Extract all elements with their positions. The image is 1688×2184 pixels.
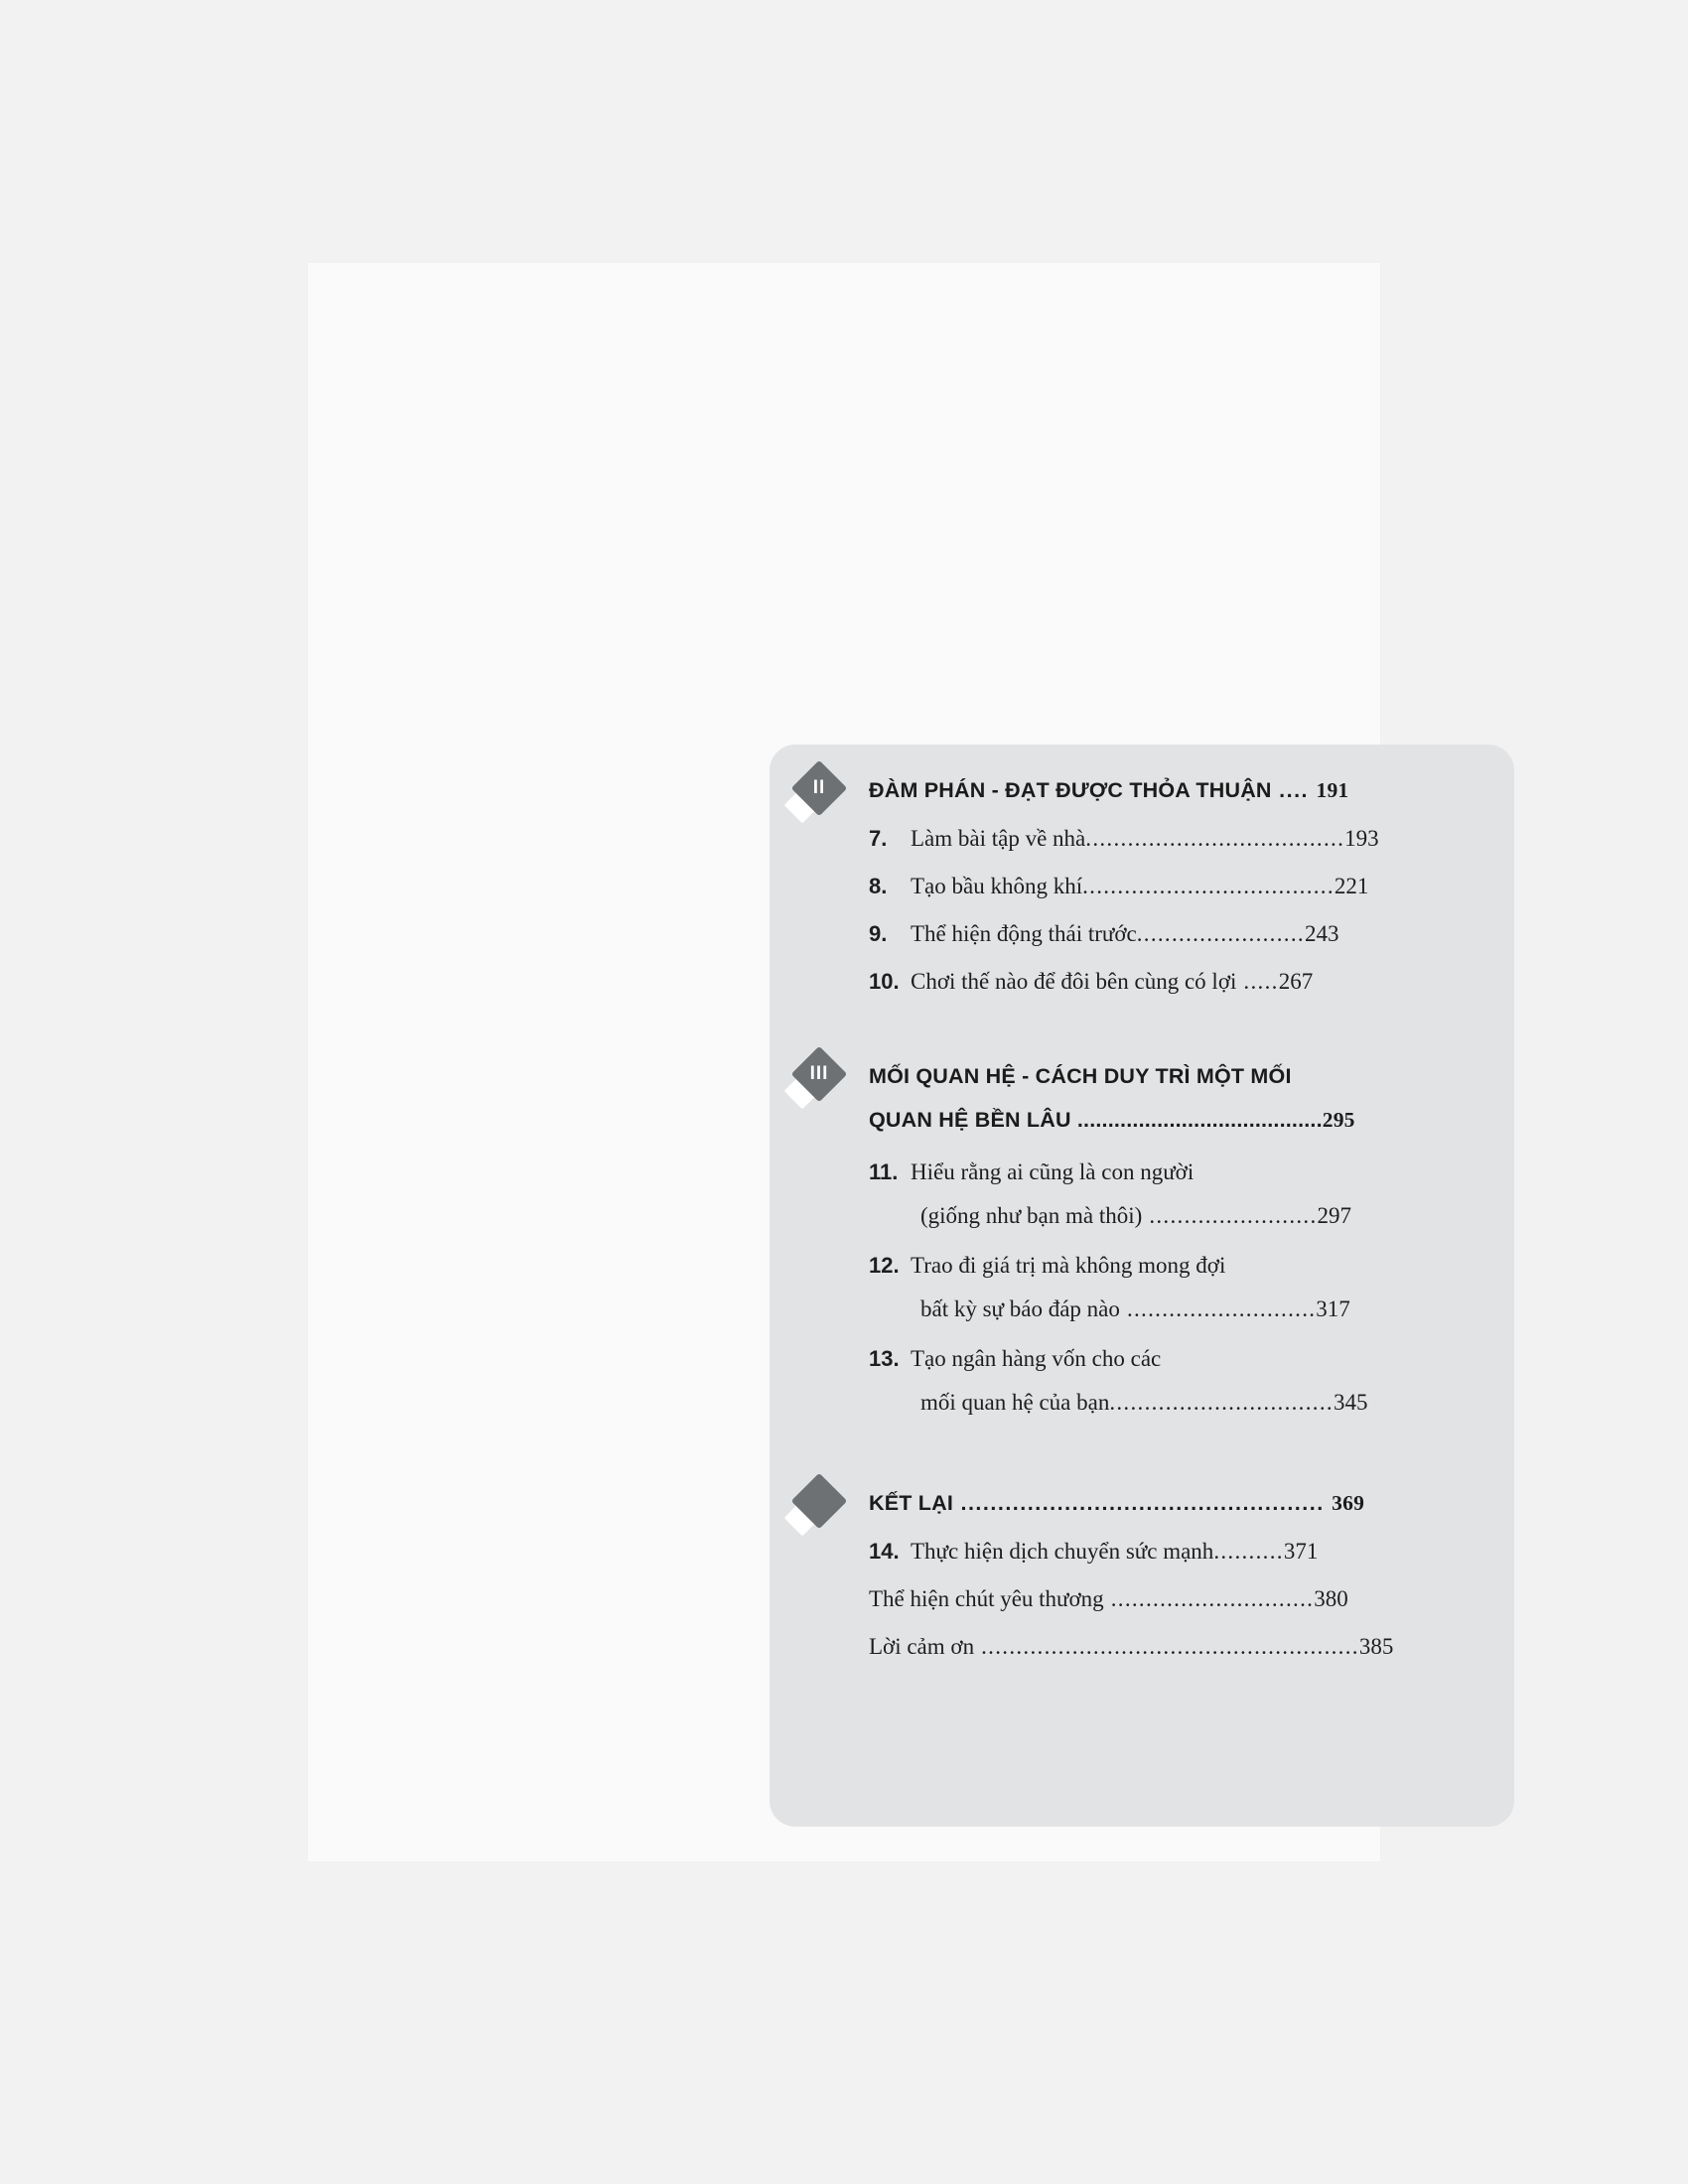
toc-entry[interactable]	[869, 969, 1484, 995]
table-of-contents-card	[770, 745, 1514, 1827]
section-title-line2: QUAN HỆ BỀN LÂU	[869, 1108, 1071, 1132]
entry-number: 11.	[869, 1160, 899, 1184]
entry-page: 380	[1314, 1586, 1348, 1611]
section-title: MỐI QUAN HỆ - CÁCH DUY TRÌ MỘT MỐI	[869, 1064, 1292, 1088]
table-of-contents-list	[770, 745, 1514, 1827]
entry-number: 10.	[869, 969, 900, 994]
toc-entry[interactable]	[869, 1346, 1484, 1372]
toc-entry[interactable]	[869, 921, 1484, 947]
section-leader: ........................................	[1070, 1108, 1323, 1132]
entry-page: 385	[1358, 1634, 1394, 1659]
entry-number: 9.	[869, 921, 888, 946]
entry-title: Trao đi giá trị mà không mong đợi	[911, 1253, 1226, 1278]
entry-page: 297	[1317, 1203, 1352, 1228]
entry-title: Tạo ngân hàng vốn cho các	[911, 1346, 1162, 1371]
toc-entry-continuation[interactable]	[920, 1297, 1484, 1322]
entry-title-continuation: mối quan hệ của bạn	[920, 1390, 1110, 1415]
entry-dots: .....	[1236, 969, 1279, 994]
toc-entry[interactable]	[869, 1253, 1484, 1279]
section-title-row	[869, 1054, 1484, 1098]
section-page: 369	[1332, 1491, 1365, 1515]
toc-entry[interactable]	[869, 1634, 1484, 1660]
entry-title: Chơi thế nào để đôi bên cùng có lợi	[911, 969, 1237, 994]
toc-entry[interactable]	[869, 1586, 1484, 1612]
entry-number: 14.	[869, 1539, 900, 1564]
section-page: 295	[1322, 1108, 1355, 1132]
entry-page: 345	[1333, 1390, 1368, 1415]
section-roman-numeral: III	[809, 1063, 829, 1084]
entry-title: Lời cảm ơn	[869, 1634, 975, 1659]
entry-dots: ....................................	[1082, 874, 1335, 898]
toc-entry[interactable]	[869, 1539, 1484, 1565]
entry-title: Tạo bầu không khí	[911, 874, 1083, 898]
toc-entry-continuation[interactable]	[920, 1203, 1484, 1229]
entry-page: 193	[1344, 826, 1379, 851]
entry-dots: ................................	[1109, 1390, 1334, 1415]
entry-title-continuation: bất kỳ sự báo đáp nào	[920, 1297, 1120, 1321]
section-marker-icon	[789, 1479, 847, 1541]
entry-title: Hiểu rằng ai cũng là con người	[911, 1160, 1195, 1184]
entry-title: Thực hiện dịch chuyển sức mạnh	[911, 1539, 1214, 1564]
section-title: ĐÀM PHÁN - ĐẠT ĐƯỢC THỎA THUẬN	[869, 778, 1272, 802]
entry-number: 7.	[869, 826, 888, 851]
entry-dots: ..........	[1213, 1539, 1284, 1564]
entry-dots: ......................................................	[974, 1634, 1359, 1659]
section-title-row	[869, 1481, 1484, 1525]
section-title-row-2	[869, 1098, 1484, 1142]
entry-dots: ...........................	[1119, 1297, 1317, 1321]
toc-entry[interactable]	[869, 1160, 1484, 1185]
section-page: 191	[1316, 778, 1349, 802]
toc-entry-continuation[interactable]	[920, 1390, 1484, 1416]
entry-dots: .............................	[1103, 1586, 1315, 1611]
toc-entry[interactable]	[869, 874, 1484, 899]
entry-dots: ........................	[1136, 921, 1305, 946]
entry-number: 13.	[869, 1346, 900, 1371]
entry-title: Làm bài tập về nhà	[911, 826, 1086, 851]
book-page	[308, 263, 1394, 1861]
section-title-row	[869, 768, 1484, 812]
entry-title-continuation: (giống như bạn mà thôi)	[920, 1203, 1143, 1228]
section-roman-numeral: II	[812, 777, 826, 798]
entry-dots: .....................................	[1085, 826, 1345, 851]
section-leader: .................................................	[953, 1491, 1333, 1515]
entry-page: 371	[1283, 1539, 1319, 1564]
section-title: KẾT LẠI	[869, 1491, 954, 1515]
entry-page: 317	[1316, 1297, 1350, 1321]
entry-page: 221	[1334, 874, 1369, 898]
section-marker-icon	[789, 1052, 847, 1114]
entry-title: Thể hiện động thái trước	[911, 921, 1137, 946]
section-marker-icon	[789, 766, 847, 828]
entry-page: 243	[1304, 921, 1339, 946]
entry-title: Thể hiện chút yêu thương	[869, 1586, 1104, 1611]
entry-number: 8.	[869, 874, 888, 898]
entry-number: 12.	[869, 1253, 900, 1278]
entry-page: 267	[1278, 969, 1314, 994]
entry-dots: ........................	[1142, 1203, 1318, 1228]
toc-entry[interactable]	[869, 826, 1484, 852]
section-leader: ....	[1271, 778, 1317, 802]
section-roman-numeral	[799, 1481, 839, 1521]
